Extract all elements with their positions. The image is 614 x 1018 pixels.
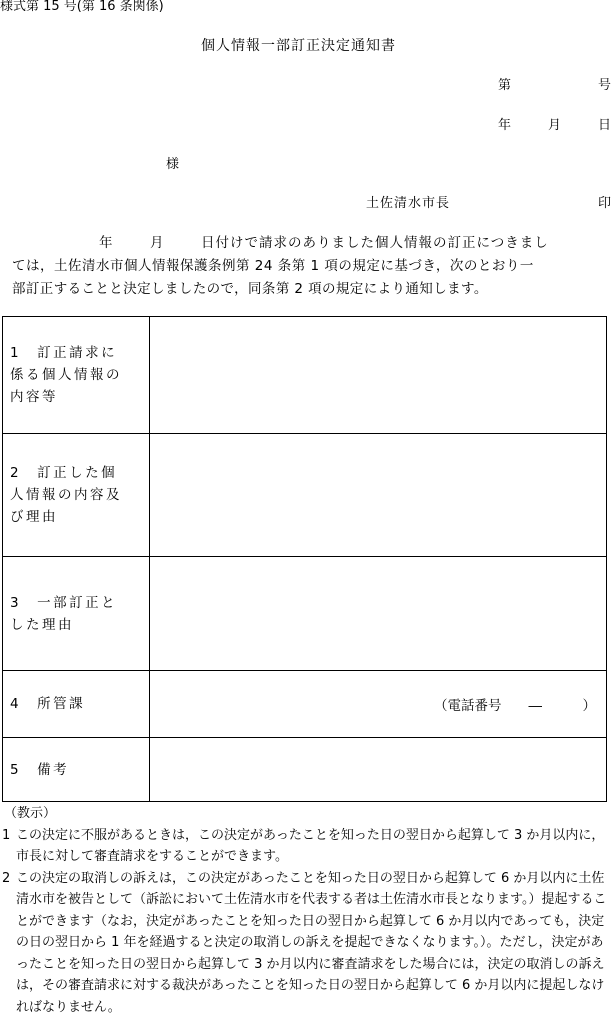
label-line: 係る個人情報の [10, 364, 149, 386]
instruction-item [0, 825, 612, 868]
issuer-name: 土佐清水市長 [366, 197, 450, 210]
row-label [3, 317, 150, 434]
phone-number-label: （電話番号 ― ） [434, 694, 596, 714]
instruction-text: この決定に不服があるときは，この決定があったことを知った日の翌日から起算して 3 か月以内に，市長に対して審査請求をすることができます。 [16, 828, 604, 865]
date-year: 年 [498, 119, 511, 132]
intro-line-3: 部訂正することと決定しましたので，同条第 2 項の規定により通知します。 [12, 283, 488, 297]
table-row [3, 671, 607, 738]
department-field[interactable] [150, 671, 607, 738]
intro-month: 月 [150, 237, 165, 251]
label-line: 3 一部訂正と [10, 592, 149, 614]
intro-line-2: ては，土佐清水市個人情報保護条例第 24 条第 1 項の規定に基づき，次のとおり一 [12, 260, 534, 274]
table-row [3, 434, 607, 557]
document-title: 個人情報一部訂正決定通知書 [201, 39, 396, 53]
date-month: 月 [548, 119, 561, 132]
doc-no-suffix: 号 [598, 79, 611, 92]
instruction-text: この決定の取消しの訴えは，この決定があったことを知った日の翌日から起算して 6 か月以内に土佐清水市を被告として（訴訟において土佐清水市を代表する者は土佐清水市長となります。）提起することができます（なお，決定があったことを知った日の翌日から起算して 6 か月以内であっても，決定の日の翌日から 1 年を経過すると決定の取消しの訴えを提起できなくなります。）。ただし，決定があったことを知った日の翌日から起算して 3 か月以内に審査請求をした場合には，決定の取消しの訴えは，その審査請求に対する裁決があったことを知った日の翌日から起算して 6 か月以内に提起しなければなりません。 [16, 871, 606, 1015]
instruction-item [0, 868, 612, 1018]
row-label [3, 557, 150, 671]
label-line: 1 訂正請求に [10, 342, 149, 364]
intro-year: 年 [99, 237, 114, 251]
table-row [3, 317, 607, 434]
label-line: 5 備考 [10, 759, 149, 781]
intro-line-1: 日付けで請求のありました個人情報の訂正につきまし [201, 237, 549, 251]
remarks-field[interactable] [150, 738, 607, 802]
instruction-number: 2 [2, 868, 10, 890]
label-line: 内容等 [10, 386, 149, 408]
label-line: 4 所管課 [10, 693, 149, 715]
label-line: 2 訂正した個 [10, 462, 149, 484]
instruction-number: 1 [2, 825, 10, 847]
partial-correction-reason-field[interactable] [150, 557, 607, 671]
label-line: 人情報の内容及 [10, 484, 149, 506]
instructions-section [0, 803, 612, 1018]
decision-table [2, 316, 607, 802]
form-number: 様式第 15 号(第 16 条関係) [0, 0, 164, 13]
table-row [3, 738, 607, 802]
row-label [3, 671, 150, 738]
corrected-content-field[interactable] [150, 434, 607, 557]
correction-request-content-field[interactable] [150, 317, 607, 434]
recipient-suffix: 様 [166, 158, 179, 171]
date-day: 日 [598, 119, 611, 132]
table-row [3, 557, 607, 671]
label-line: した理由 [10, 614, 149, 636]
instructions-heading: （教示） [0, 803, 612, 825]
seal-mark: 印 [598, 197, 611, 210]
row-label [3, 434, 150, 557]
doc-no-prefix: 第 [498, 79, 511, 92]
label-line: び理由 [10, 506, 149, 528]
row-label [3, 738, 150, 802]
